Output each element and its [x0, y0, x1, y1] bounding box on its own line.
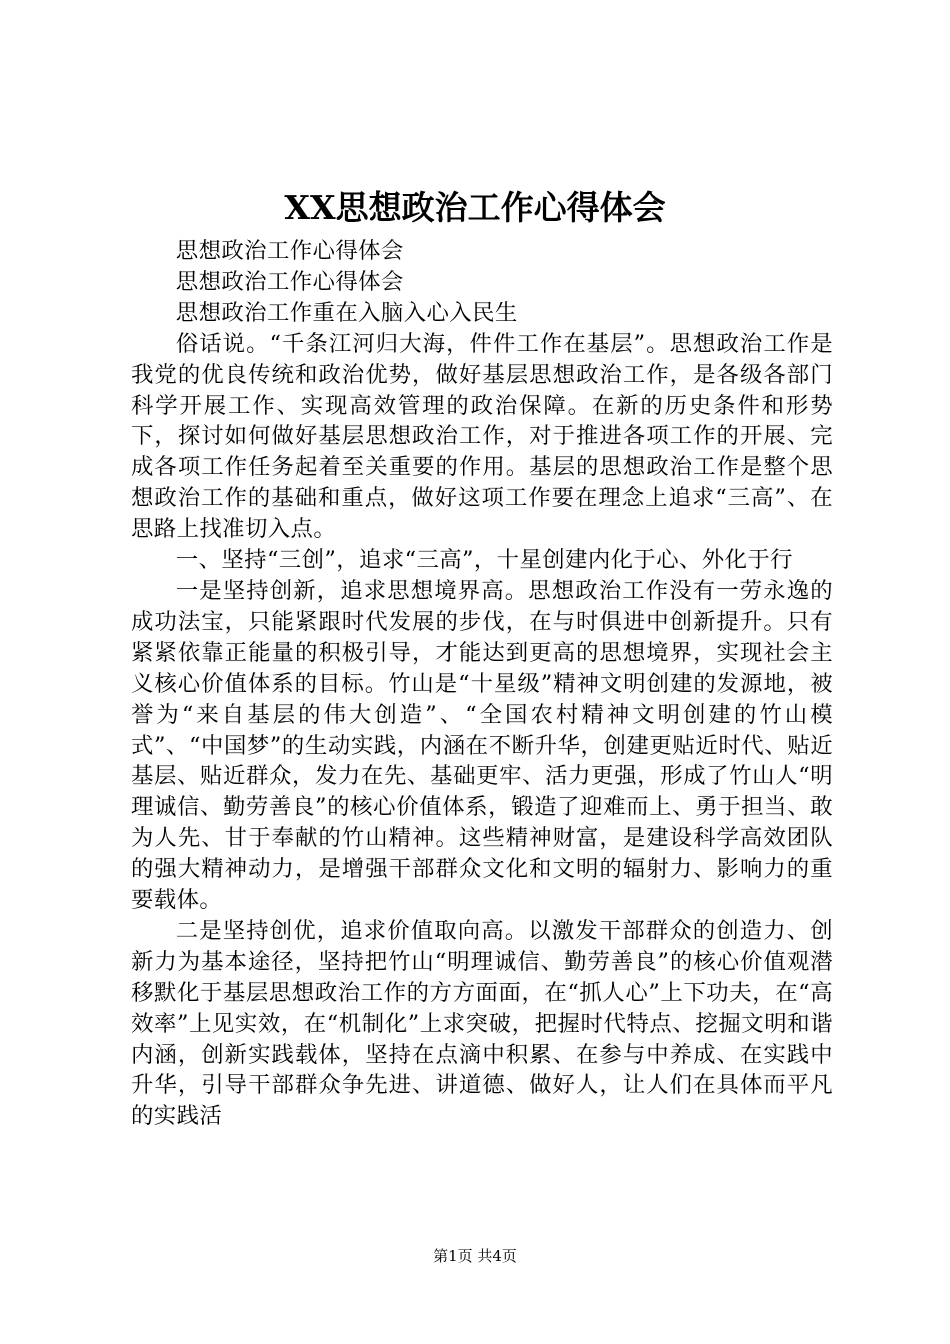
- paragraph: 思想政治工作心得体会: [175, 238, 404, 264]
- paragraph: 二是坚持创优，追求价值取向高。以激发干部群众的创造力、创新力为基本途径，坚持把竹山“明理诚信、勤劳善良”的核心价值观潜移默化于基层思想政治工作的方方面面，在“抓人心”上下功夫，在“高效率”上见实效，在“机制化”上求突破，把握时代特点、挖掘文明和谐内涵，创新实践载体，坚持在点滴中积累、在参与中养成、在实践中升华，引导干部群众争先进、讲道德、做好人，让人们在具体而平凡的实践活: [131, 917, 833, 1130]
- paragraph: 俗话说。“千条江河归大海，件件工作在基层”。思想政治工作是我党的优良传统和政治优势，做好基层思想政治工作，是各级各部门科学开展工作、实现高效管理的政治保障。在新的历史条件和形势下，探讨如何做好基层思想政治工作，对于推进各项工作的开展、完成各项工作任务起着至关重要的作用。基层的思想政治工作是整个思想政治工作的基础和重点，做好这项工作要在理念上追求“三高”、在思路上找准切入点。: [131, 330, 833, 543]
- page-footer: 第1页 共4页: [433, 1247, 517, 1265]
- paragraph: 一是坚持创新，追求思想境界高。思想政治工作没有一劳永逸的成功法宝，只能紧跟时代发展的步伐，在与时俱进中创新提升。只有紧紧依靠正能量的积极引导，才能达到更高的思想境界，实现社会主义核心价值体系的目标。竹山是“十星级”精神文明创建的发源地，被誉为“来自基层的伟大创造”、“全国农村精神文明创建的竹山模式”、“中国梦”的生动实践，内涵在不断升华，创建更贴近时代、贴近基层、贴近群众，发力在先、基础更牢、活力更强，形成了竹山人“明理诚信、勤劳善良”的核心价值体系，锻造了迎难而上、勇于担当、敢为人先、甘于奉献的竹山精神。这些精神财富，是建设科学高效团队的强大精神动力，是增强干部群众文化和文明的辐射力、影响力的重要载体。: [131, 577, 833, 914]
- document-title: XX思想政治工作心得体会: [284, 188, 666, 227]
- paragraph: 思想政治工作重在入脑入心入民生: [175, 299, 518, 326]
- paragraph: 一、坚持“三创”，追求“三高”，十星创建内化于心、外化于行: [175, 547, 793, 574]
- document-body: [131, 236, 833, 1132]
- paragraph: 思想政治工作心得体会: [175, 268, 404, 295]
